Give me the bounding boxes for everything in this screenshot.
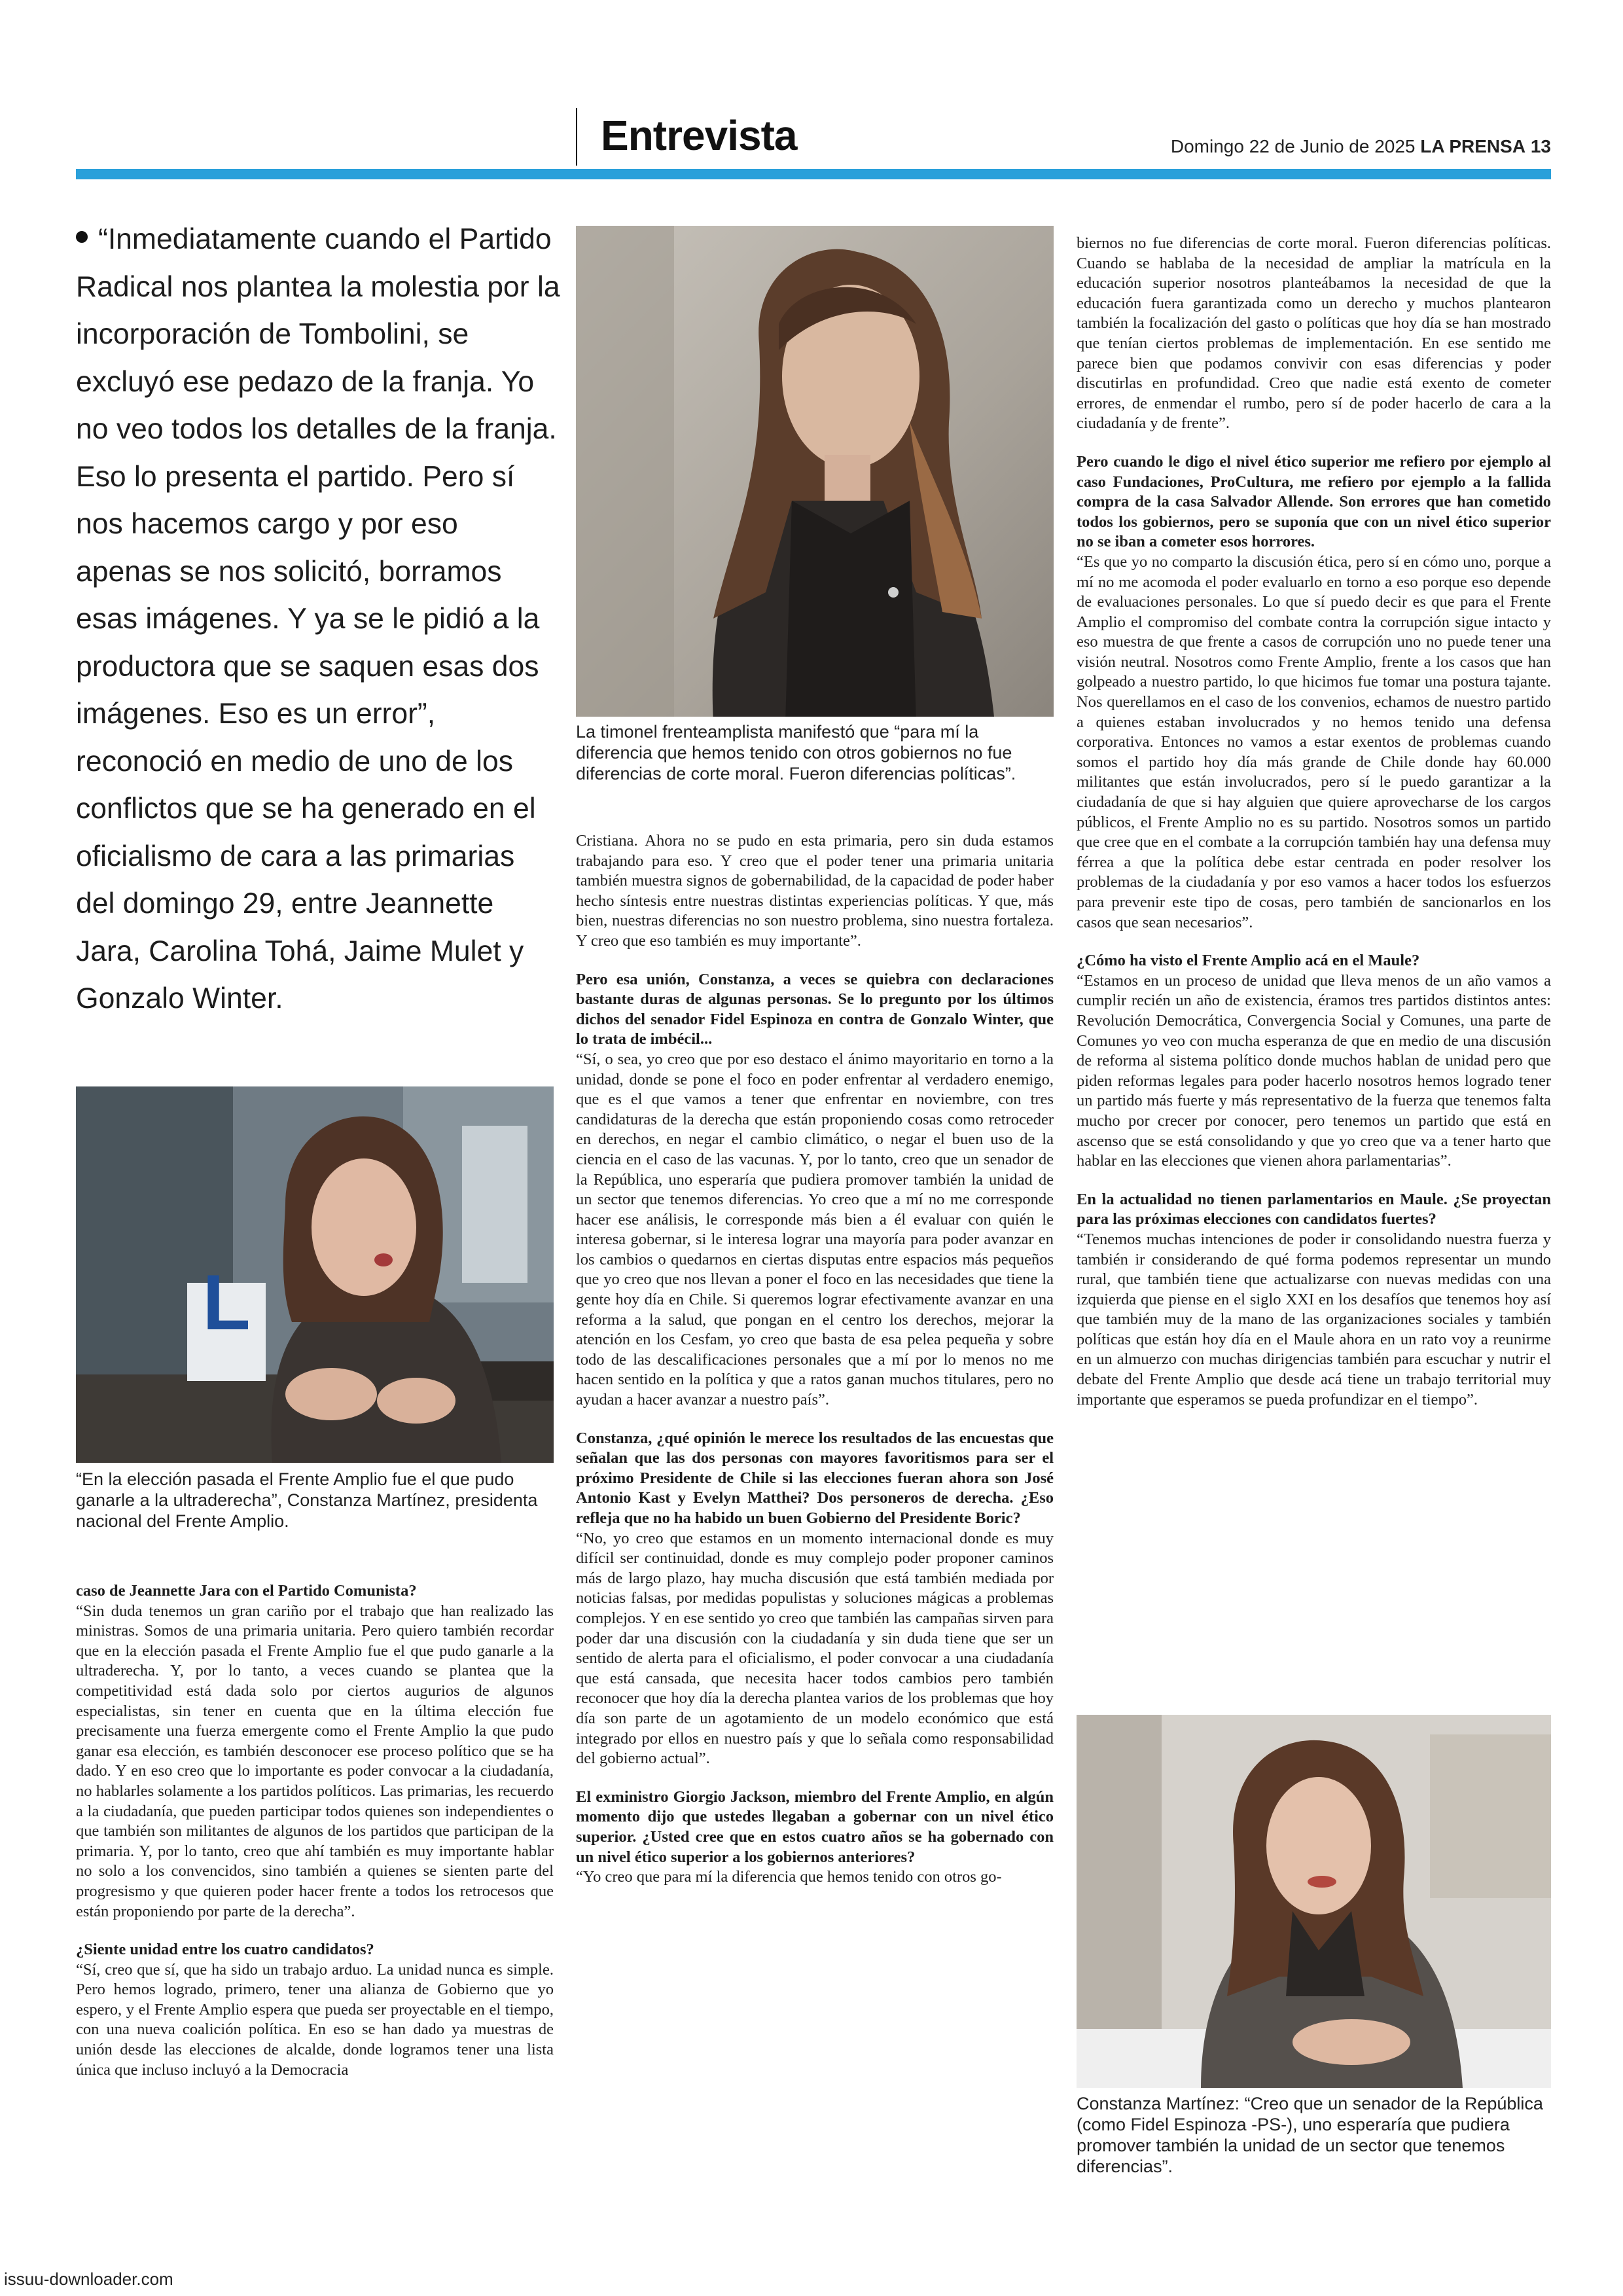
photo2-letter-sign: L	[202, 1259, 251, 1346]
interview-question: ¿Cómo ha visto el Frente Amplio acá en el Maule?	[1077, 952, 1420, 970]
section-title: Entrevista	[601, 112, 797, 159]
interview-answer: “Sin duda tenemos un gran cariño por el trabajo que han realizado las ministras. Somos de una primaria unitaria. Pero quiero también recordar que en la elección pasada el Frente Amplio fue el que pudo ganarle a la ultraderecha. Y, por lo tanto, a veces cuando se plantea que la competitividad está dada solo por ciertos augurios de algunos especialistas, sin tener en cuenta que en la última elección fue precisamente una fuerza emergente como el Frente Amplio la que pudo ganar esa elección, es también desconocer ese proceso político que se ha dado. Y en eso creo que lo importante es poder convocar a la ciudadanía, no hablarles solamente a los partidos políticos. Las primarias, les recuerdo a la ciudadanía, que pueden participar todos quienes son independientes o que también son militantes de algunos de los partidos que participan de la primaria. Y, por lo tanto, creo que ahí también es muy importante hablar no solo a los convencidos, sino también a quienes se sienten parte del progresismo y que quieren poder hacer frente a todos los retrocesos que están proponiendo por parte de la derecha”.	[76, 1602, 554, 1920]
interview-question: caso de Jeannette Jara con el Partido Comunista?	[76, 1582, 417, 1600]
interview-answer: Cristiana. Ahora no se pudo en esta primaria, pero sin duda estamos trabajando para eso. Y creo que el poder tener una primaria unitaria también muestra signos de gobernabilidad, de la capacidad de poder haber hecho síntesis entre nuestras distintas experiencias políticas. Y que, más bien, nuestras diferencias no son nuestro problema, sino nuestra fortaleza. Y creo que eso también es muy importante”.	[576, 832, 1054, 950]
interview-question: Constanza, ¿qué opinión le merece los resultados de las encuestas que señalan que las dos personas con mayores favoritismos para ser el próximo Presidente de Chile si las elecciones fueran ahora son José Antonio Kast y Evelyn Matthei? Dos personeros de derecha. ¿Eso refleja que no ha habido un buen Gobierno del Presidente Boric?	[576, 1429, 1054, 1527]
article-column-1	[76, 1581, 554, 2080]
interview-question: ¿Siente unidad entre los cuatro candidatos?	[76, 1941, 374, 1959]
interview-answer: biernos no fue diferencias de corte moral. Fueron diferencias políticas. Cuando se hablaba de la necesidad de ampliar la matrícula en la educación superior nosotros planteábamos la necesidad de que la educación fuera garantizada como un derecho y muchos plantearon también la focalización del gasto o políticas que hoy día se han mostrado que tenían ciertos problemas de implementación. En ese sentido me parece bien que podamos convivir con esas diferencias y poder discutirlas en profundidad. Creo que nadie está exento de cometer errores, de enmendar el rumbo, pero sí de poder hacerlo de cara a la ciudadanía y de frente”.	[1077, 234, 1551, 433]
caption-photo-main: La timonel frenteamplista manifestó que “para mí la diferencia que hemos tenido con otros gobiernos no fue diferencias de corte moral. Fueron diferencias políticas”.	[576, 722, 1016, 783]
bullet-icon	[76, 231, 88, 243]
watermark-text: issuu-downloader.com	[4, 2269, 173, 2289]
photo-portrait-main	[576, 226, 1054, 717]
lead-quote	[76, 216, 560, 1023]
interview-answer: “Sí, o sea, yo creo que por eso destaco el ánimo mayoritario en torno a la unidad, donde se pone el foco en poder enfrentar al verdadero enemigo, que es el que vamos a tener que enfrentar en noviembre, con tres candidaturas de la derecha que están proponiendo cosas como retroceder en derechos, en negar el cambio climático, o negar el buen uso de la ciencia en el caso de las vacunas. Y, por lo tanto, creo que un senador de la República, uno esperaría que pudiera promover también la unidad de un sector que tenemos diferencias. Yo creo que a mí no me corresponde hacer ese análisis, le corresponde más bien a él evaluar con quién le interesa gobernar, si le interesa lograr una mayoría para poder avanzar en los cambios o quedarnos en ciertas disputas entre espacios más pequeños que yo creo que nos llevan a poner el foco en las necesidades que tiene la gente hoy día en Chile. Si queremos lograr efectivamente avanzar en una reforma a la salud, que pongan en el centro los derechos, mejorar la atención en los Cesfam, yo creo que basta de esa pelea pequeña y sobre todo de las descalificaciones personales que a mí por lo menos no me hacen sentido en la política y que a ratos ganan muchos titulares, pero no ayudan a hacer avanzar a nuestro país”.	[576, 1050, 1054, 1409]
lead-quote-text: “Inmediatamente cuando el Partido Radical nos plantea la molestia por la incorporación de Tombolini, se excluyó ese pedazo de la franja. Yo no veo todos los detalles de la franja. Eso lo presenta el partido. Pero sí nos hacemos cargo y por eso apenas se nos solicitó, borramos esas imágenes. Y ya se le pidió a la productora que se saquen esas dos imágenes. Eso es un error”, reconoció en medio de uno de los conflictos que se ha generado en el oficialismo de cara a las primarias del domingo 29, entre Jeannette Jara, Carolina Tohá, Jaime Mulet y Gonzalo Winter.	[76, 223, 560, 1014]
interview-question: Pero cuando le digo el nivel ético superior me refiero por ejemplo al caso Fundaciones, ProCultura, me refiero por ejemplo a la fallida compra de la casa Salvador Allende. Son errores que han cometido todos los gobiernos, pero se suponía que con un nivel ético superior no se iban a cometer esos horrores.	[1077, 452, 1551, 551]
header-rule	[76, 169, 1551, 179]
interview-answer: “No, yo creo que estamos en un momento internacional donde es muy difícil ser continuidad, donde es muy complejo poder proponer caminos más de largo plazo, hay mucha discusión que está también mediada por noticias falsas, por medidas populistas y soluciones mágicas a problemas complejos. Y en ese sentido yo creo que también las campañas sirven para poder dar una discusión con la ciudadanía y sin duda tiene que ser un sentido de alerta para el oficialismo, el poder convocar a una ciudadanía que está cansada, que necesita hacer todos cambios pero también reconocer que hoy día la derecha plantea varios de los problemas que hoy día son parte de un agotamiento de un modelo económico que está integrado por ellos en nuestro país y que lo señala como responsabilidad del gobierno actual”.	[576, 1529, 1054, 1768]
interview-answer: “Estamos en un proceso de unidad que lleva menos de un año vamos a cumplir recién un año de existencia, éramos tres partidos distintos antes: Revolución Democrática, Convergencia Social y Comunes, una parte de Comunes yo veo con mucha esperanza de que en medio de una discusión de reforma al sistema político donde muchos hablan de unidad pero que piden reformas legales para poder hacerlo nosotros hemos logrado tener un partido más fuerte y más representativo de la fuerza que tenemos falta mucho por crecer por conocer, pero tenemos un partido que está en ascenso que se está consolidando y que yo creo que va a tener harto que hablar en las elecciones que vienen ahora parlamentarias”.	[1077, 971, 1551, 1170]
interview-answer: “Tenemos muchas intenciones de poder ir consolidando nuestra fuerza y también ir considerando de qué forma podemos representar un mundo rural, que también tiene que actualizarse con nuevas medidas con una izquierda que piense en el siglo XXI en los desafíos que tenemos hoy así que también muy de la mano de las organizaciones sociales y también políticas que están hoy día en el Maule ahora en un rato voy a reunirme en un almuerzo con muchas dirigencias también para escuchar y nutrir el debate del Frente Amplio que desde acá tiene un trabajo territorial muy importante que esperamos se pueda profundizar en el tiempo”.	[1077, 1230, 1551, 1408]
interview-answer: “Yo creo que para mí la diferencia que hemos tenido con otros go-	[576, 1868, 1002, 1886]
page-number: 13	[1530, 136, 1551, 156]
caption-photo-seated: Constanza Martínez: “Creo que un senador de la República (como Fidel Espinoza -PS-), uno esperaría que pudiera promover también la unidad de un sector que tenemos diferencias”.	[1077, 2094, 1543, 2176]
publication-name: LA PRENSA	[1420, 136, 1526, 156]
interview-answer: “Es que yo no comparto la discusión ética, pero sí en cómo uno, porque a mí no me acomoda el poder evaluarlo en torno a eso porque eso depende de evaluaciones personales. Lo que sí puedo decir es que para el Frente Amplio el compromiso del combate contra la corrupción sigue intacto y eso muestra de que frente a casos de corrupción uno no puede tener una visión neutral. Nosotros como Frente Amplio, frente a los casos que han golpeado a nuestro partido, lo que hicimos fue tomar una postura tajante. Nos querellamos en el caso de los convenios, echamos de nuestro partido a quienes estaban involucrados y no hemos tenido una defensa corporativa. Entonces no vamos a estar exentos de problemas cuando somos el partido hoy día más grande de Chile donde hay 60.000 militantes que están involucrados, pero sí le puedo garantizar a la ciudadanía de que si hay alguien que quiere aprovecharse de los cargos públicos, el Frente Amplio no es su partido. Nosotros somos un partido que cree que en el combate a la corrupción también hay una defensa muy férrea a que la política debe estar centrada en poder resolver los problemas de la ciudadanía y por eso vamos a hacer todos los esfuerzos para prevenir este tipo de cosas, pero también de sancionarlos en los casos que sean necesarios”.	[1077, 552, 1551, 931]
interview-answer: “Sí, creo que sí, que ha sido un trabajo arduo. La unidad nunca es simple. Pero hemos logrado, primero, tener una alianza de Gobierno que yo espero, y el Frente Amplio espera que pueda ser proyectable en el tiempo, con una nueva coalición política. En eso se han dado ya muestras de unión desde las elecciones de alcalde, donde logramos tener una lista única que incluso incluyó a la Democracia	[76, 1960, 554, 2079]
article-column-2	[576, 831, 1054, 1888]
interview-question: Pero esa unión, Constanza, a veces se quiebra con declaraciones bastante duras de algunas personas. Se lo pregunto por los últimos dichos del senador Fidel Espinoza en contra de Gonzalo Winter, que lo trata de imbécil...	[576, 970, 1054, 1049]
photo-speaking	[76, 1086, 554, 1463]
article-column-3	[1077, 234, 1551, 1410]
caption-photo-speaking: “En la elección pasada el Frente Amplio fue el que pudo ganarle a la ultraderecha”, Constanza Martínez, presidenta nacional del Frente Amplio.	[76, 1469, 538, 1531]
header-meta	[1171, 136, 1551, 157]
interview-question: El exministro Giorgio Jackson, miembro del Frente Amplio, en algún momento dijo que ustedes llegaban a gobernar con un nivel ético superior. ¿Usted cree que en estos cuatro años se ha gobernado con un nivel ético superior a los gobiernos anteriores?	[576, 1787, 1054, 1866]
header-divider	[576, 108, 577, 166]
issue-date: Domingo 22 de Junio de 2025	[1170, 136, 1416, 156]
interview-question: En la actualidad no tienen parlamentarios en Maule. ¿Se proyectan para las próximas elecciones con candidatos fuertes?	[1077, 1190, 1551, 1229]
photo-seated	[1077, 1715, 1551, 2088]
